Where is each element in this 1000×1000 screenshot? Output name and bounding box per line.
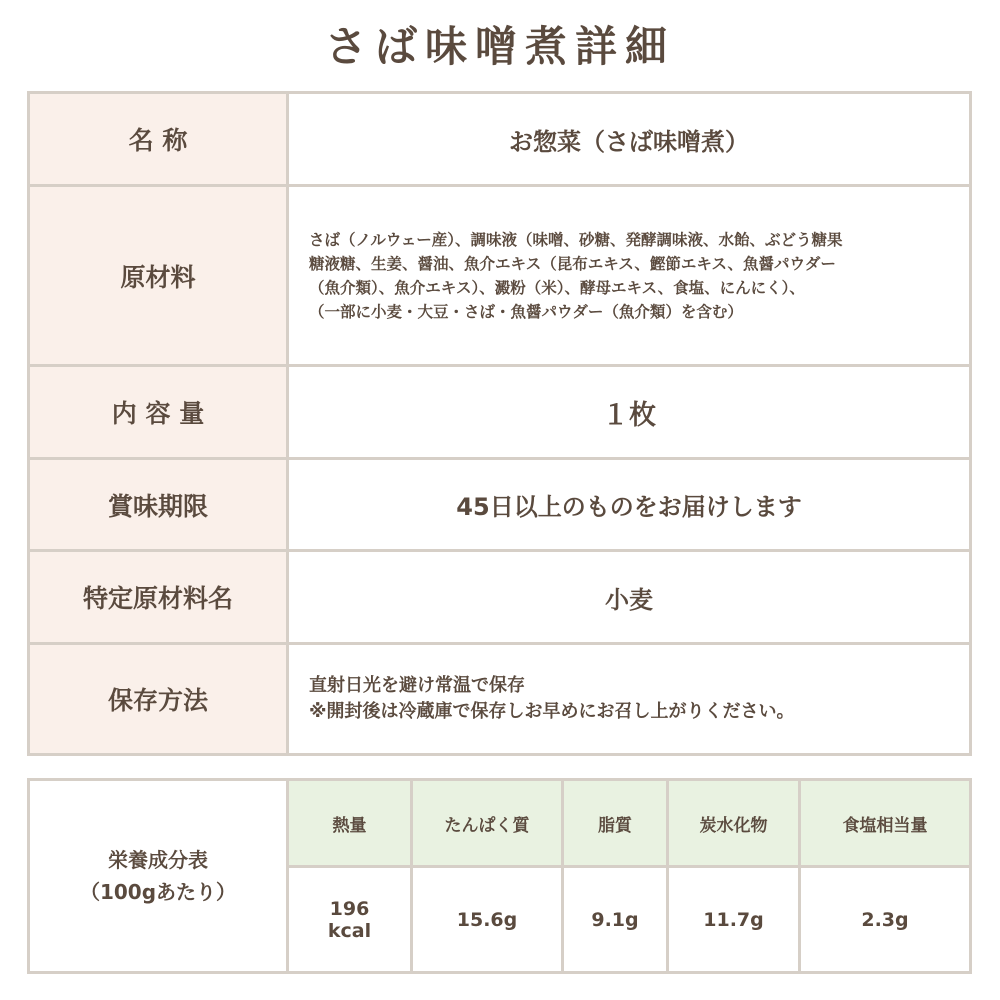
spec-value-quantity: １枚 (288, 366, 971, 459)
nutrition-header-fat: 脂質 (563, 780, 668, 867)
nutrition-value-fat: 9.1g (563, 867, 668, 973)
ingredients-line: （魚介類）、魚介エキス）、澱粉（米）、酵母エキス、食塩、にんにく）、 (309, 278, 805, 297)
page-title: さば味噌煮詳細 (324, 22, 675, 71)
nutrition-header-protein: たんぱく質 (412, 780, 563, 867)
product-spec-table (27, 91, 972, 756)
nutrition-value-salt: 2.3g (800, 867, 971, 973)
spec-value-ingredients (288, 186, 971, 366)
spec-row-ingredients (29, 186, 971, 366)
spec-value-best-before: 45日以上のものをお届けします (288, 459, 971, 551)
spec-value-allergens: 小麦 (288, 551, 971, 644)
nutrition-header-energy: 熱量 (288, 780, 412, 867)
ingredients-line: さば（ノルウェー産）、調味液（味噌、砂糖、発酵調味液、水飴、ぶどう糖果 (309, 230, 843, 249)
nutrition-value-carbs: 11.7g (668, 867, 800, 973)
spec-label-allergens: 特定原材料名 (29, 551, 288, 644)
spec-row-quantity (29, 366, 971, 459)
nutrition-value-protein: 15.6g (412, 867, 563, 973)
spec-label-storage: 保存方法 (29, 644, 288, 755)
nutrition-label (29, 780, 288, 973)
energy-unit: kcal (327, 919, 372, 942)
storage-line: ※開封後は冷蔵庫で保存しお早めにお召し上がりください。 (309, 701, 795, 722)
spec-row-allergens (29, 551, 971, 644)
nutrition-label-title: 栄養成分表 (108, 848, 208, 872)
nutrition-header-row (29, 780, 971, 867)
spec-label-ingredients: 原材料 (29, 186, 288, 366)
storage-line: 直射日光を避け常温で保存 (309, 675, 525, 696)
nutrition-header-salt: 食塩相当量 (800, 780, 971, 867)
nutrition-label-basis: （100gあたり） (79, 880, 237, 904)
nutrition-value-energy (288, 867, 412, 973)
spec-value-storage (288, 644, 971, 755)
spec-value-name: お惣菜（さば味噌煮） (288, 93, 971, 186)
spec-label-name: 名 称 (29, 93, 288, 186)
spec-label-best-before: 賞味期限 (29, 459, 288, 551)
spec-row-storage (29, 644, 971, 755)
nutrition-header-carbs: 炭水化物 (668, 780, 800, 867)
spec-label-quantity: 内 容 量 (29, 366, 288, 459)
ingredients-line: （一部に小麦・大豆・さば・魚醤パウダー（魚介類）を含む） (309, 302, 743, 321)
nutrition-table (27, 778, 972, 974)
spec-row-best-before (29, 459, 971, 551)
energy-number: 196 (329, 897, 370, 920)
spec-row-name (29, 93, 971, 186)
ingredients-line: 糖液糖、生姜、醤油、魚介エキス（昆布エキス、鰹節エキス、魚醤パウダー (309, 254, 836, 273)
